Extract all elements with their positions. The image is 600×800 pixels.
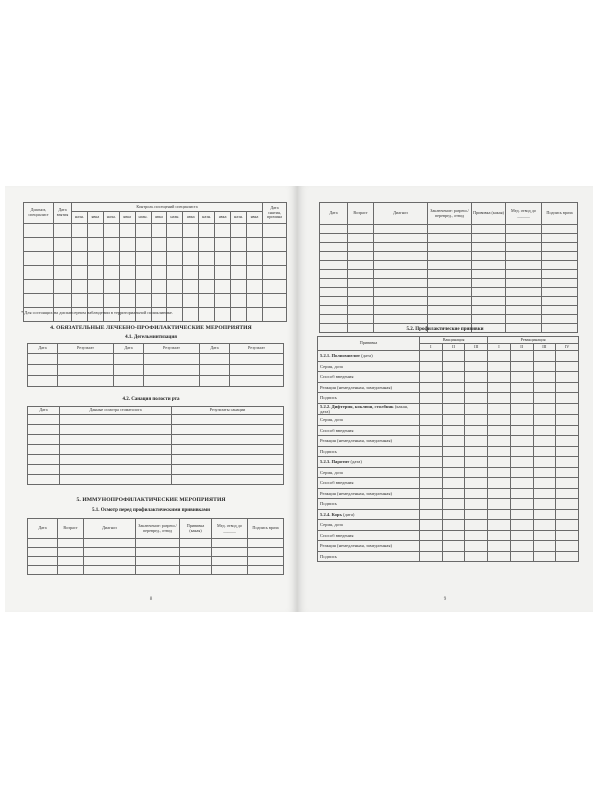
vaccine-detail-row <box>318 499 579 510</box>
header-diagnosis: Диагноз, специалист <box>24 203 54 224</box>
header-cell: Результат <box>58 344 114 354</box>
vaccine-name: 5.2.3. Паротит <box>320 459 350 465</box>
page-number-right: 9 <box>443 597 447 602</box>
header-cell: Возраст <box>58 519 84 539</box>
vaccine-title-note: (дата) <box>349 459 362 465</box>
section-4-title: 4. ОБЯЗАТЕЛЬНЫЕ ЛЕЧЕБНО-ПРОФИЛАКТИЧЕСКИЕ МЕРОПРИЯТИЯ <box>50 325 252 331</box>
header-date-removed: Дата снятия, причина <box>263 203 287 224</box>
vaccine-detail-row <box>318 425 579 436</box>
vaccine-name: 5.2.2. Дифтерия, коклюш, столбняк <box>320 403 394 409</box>
vaccine-title-note: (какая, дата) <box>320 403 409 414</box>
header-cell: Диагноз <box>84 519 136 539</box>
vaccine-detail-label: Способ введения <box>318 425 420 436</box>
header-cell: Подпись врача <box>248 519 284 539</box>
header-revac-col: IV <box>556 344 579 351</box>
left-page <box>5 186 297 612</box>
header-vaccination: Прививка <box>318 337 420 351</box>
section-4-2-title: 4.2. Санация полости рта <box>122 397 180 402</box>
vaccine-detail-row <box>318 393 579 404</box>
vaccine-detail-row <box>318 382 579 393</box>
header-visit-col: явка <box>151 212 167 224</box>
vaccine-detail-label: Подпись <box>318 393 420 404</box>
header-visit-col: назн. <box>103 212 119 224</box>
vaccine-detail-label: Реакция (немедленная, замедленная) <box>318 541 420 552</box>
header-visit-col: назн. <box>135 212 151 224</box>
header-revaccinacia: Ревакцинация <box>488 337 579 344</box>
header-cell: Подпись врача <box>542 203 578 225</box>
vaccine-detail-label: Реакция (немедленная, замедленная) <box>318 488 420 499</box>
header-visit-col: явка <box>119 212 135 224</box>
section-4-1-title: 4.1. Дегельминтизация <box>125 335 177 340</box>
vaccine-detail-label: Подпись <box>318 446 420 457</box>
vaccine-detail-label: Серия, доза <box>318 415 420 426</box>
header-vac-col: II <box>442 344 465 351</box>
vaccine-detail-label: Серия, доза <box>318 361 420 372</box>
vaccine-detail-label: Серия, доза <box>318 520 420 531</box>
header-cell: Прививка (какая) <box>472 203 506 225</box>
header-cell: Возраст <box>348 203 374 225</box>
header-visit-col: явка <box>87 212 103 224</box>
vaccine-detail-label: Реакция (немедленная, замедленная) <box>318 382 420 393</box>
header-visit-col: назн. <box>199 212 215 224</box>
header-cell: Дата <box>28 344 58 354</box>
vaccine-detail-row <box>318 530 579 541</box>
vaccine-group-row <box>318 509 579 520</box>
vaccine-detail-row <box>318 372 579 383</box>
section-5-title: 5. ИММУНОПРОФИЛАКТИЧЕСКИЕ МЕРОПРИЯТИЯ <box>76 497 226 503</box>
header-cell: Диагноз <box>374 203 428 225</box>
vaccine-group-row <box>318 351 579 362</box>
open-booklet <box>5 186 593 612</box>
vaccine-detail-row <box>318 467 579 478</box>
vaccine-detail-label: Способ введения <box>318 530 420 541</box>
header-revac-col: III <box>533 344 556 351</box>
page-number-left: 8 <box>149 597 153 602</box>
vaccine-detail-label: Реакция (немедленная, замедленная) <box>318 436 420 447</box>
vaccine-group-row <box>318 403 579 415</box>
header-cell: Мед. отвод до ______ <box>506 203 542 225</box>
oral-sanitation-table <box>27 406 284 485</box>
vaccine-detail-row <box>318 541 579 552</box>
header-vac-col: III <box>465 344 488 351</box>
section-5-1-title: 5.1. Осмотр перед профилактическими прививками <box>91 508 211 513</box>
vaccine-detail-row <box>318 520 579 531</box>
vaccine-name: 5.2.4. Корь <box>320 511 342 517</box>
vaccine-detail-label: Серия, доза <box>318 467 420 478</box>
header-revac-col: I <box>488 344 511 351</box>
header-control: Контроль посещений специалиста <box>72 203 263 212</box>
header-visit-col: назн. <box>72 212 88 224</box>
dispensary-control-table <box>23 202 287 322</box>
header-cell: Дата <box>200 344 230 354</box>
pre-vaccination-exam-table <box>27 518 284 575</box>
footnote: * Для состоящих на диспансерном наблюдении в территориальной поликлинике. <box>21 310 173 315</box>
vaccine-group-title <box>318 457 420 468</box>
vaccine-detail-row <box>318 478 579 489</box>
vaccine-group-title <box>318 351 420 362</box>
deworming-table <box>27 343 284 387</box>
vaccine-group-title <box>318 509 420 520</box>
header-cell: Мед. отвод до ______ <box>212 519 248 539</box>
header-cell: Результат <box>144 344 200 354</box>
vaccine-detail-label: Способ введения <box>318 478 420 489</box>
header-cell: Дата <box>28 407 60 415</box>
vaccine-detail-label: Способ введения <box>318 372 420 383</box>
vaccine-group-row <box>318 457 579 468</box>
vaccine-detail-row <box>318 488 579 499</box>
header-vaccinacia: Вакцинация <box>420 337 488 344</box>
section-5-2-title: 5.2. Профилактические прививки <box>406 327 484 332</box>
vaccine-detail-row <box>318 361 579 372</box>
header-date-taken: Дата взятия <box>54 203 72 224</box>
vaccine-detail-row <box>318 446 579 457</box>
header-revac-col: II <box>510 344 533 351</box>
vaccine-detail-label: Подпись <box>318 551 420 562</box>
header-cell: Дата <box>28 519 58 539</box>
right-page <box>297 186 593 612</box>
vaccine-detail-row <box>318 415 579 426</box>
header-visit-col: назн. <box>231 212 247 224</box>
header-cell: Прививка (какая) <box>180 519 212 539</box>
vaccine-detail-row <box>318 436 579 447</box>
vaccine-detail-row <box>318 551 579 562</box>
vaccine-detail-label: Подпись <box>318 499 420 510</box>
vaccine-title-note: (дата) <box>341 511 355 517</box>
vaccine-title-note: (дата) <box>360 353 373 359</box>
header-cell: Заключение: разреш./перевред., отвод <box>136 519 180 539</box>
vaccinations-table <box>317 336 579 562</box>
header-visit-col: назн. <box>167 212 183 224</box>
header-cell: Результаты санации <box>172 407 284 415</box>
header-cell: Данные осмотра стоматолога <box>60 407 172 415</box>
header-vac-col: I <box>420 344 443 351</box>
header-visit-col: явка <box>215 212 231 224</box>
vaccine-group-title <box>318 403 420 415</box>
header-cell: Дата <box>114 344 144 354</box>
header-visit-col: явка <box>183 212 199 224</box>
header-cell: Результат <box>230 344 284 354</box>
header-cell: Дата <box>320 203 348 225</box>
header-visit-col: явка <box>246 212 262 224</box>
vaccine-name: 5.2.1. Полиомиелит <box>320 353 361 359</box>
header-cell: Заключение: разреш./перевред., отвод <box>428 203 472 225</box>
pre-vaccination-exam-continued-table <box>319 202 578 333</box>
